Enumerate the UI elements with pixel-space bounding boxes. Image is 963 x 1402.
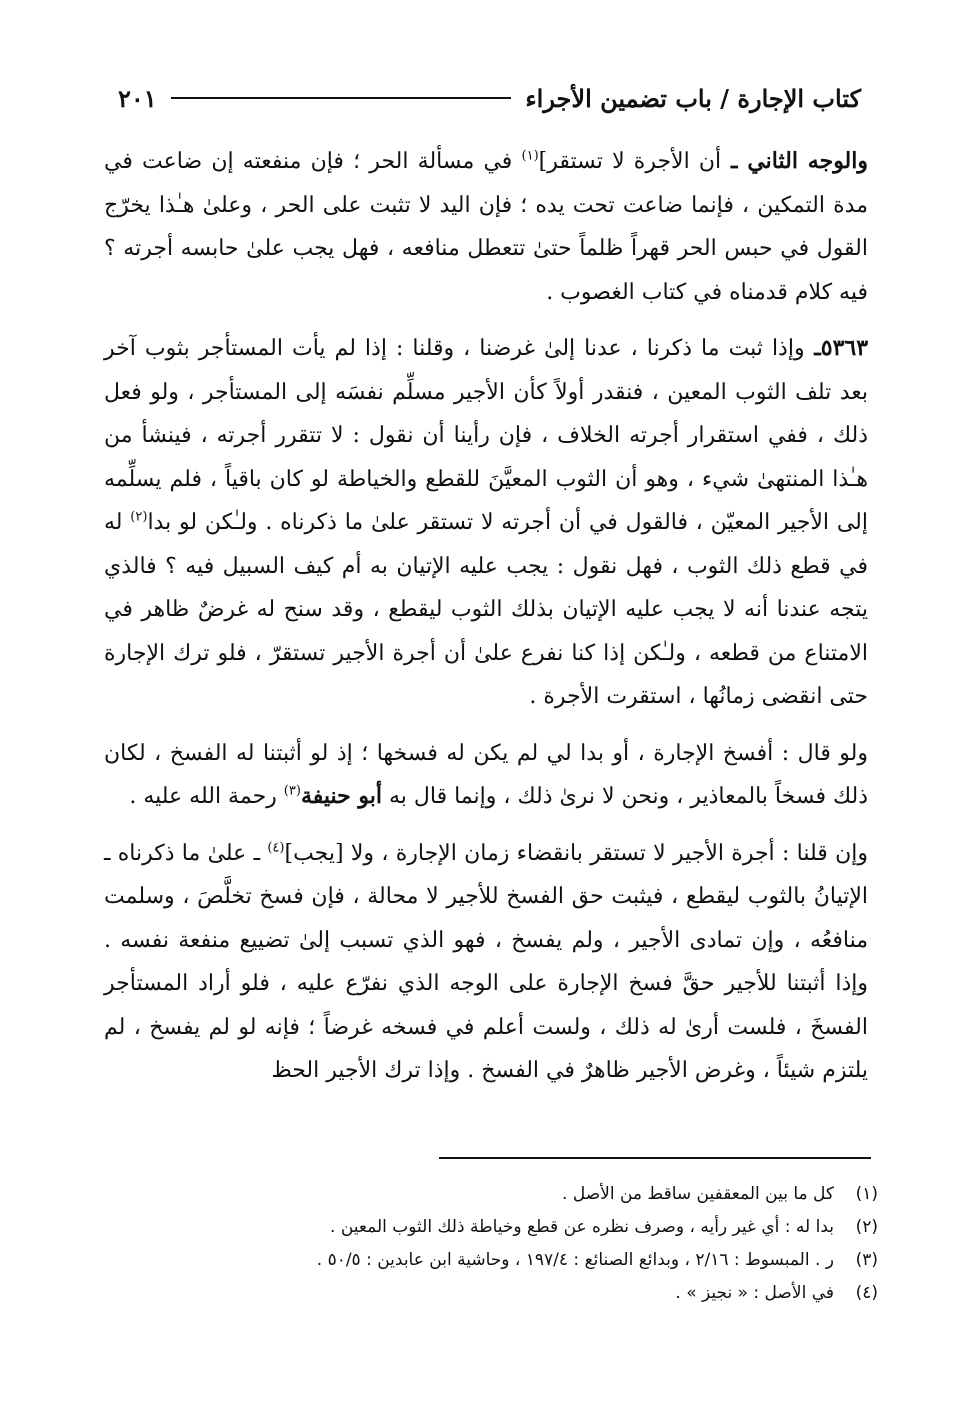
paragraph-text: أن الأجرة لا تستقر] [538,149,722,174]
footnote-item [150,1178,878,1211]
footnote-item [150,1277,878,1310]
footnote-ref[interactable]: (٣) [283,783,301,799]
page-number: ٢٠١ [118,83,157,113]
paragraph-text: ـ علىٰ ما ذكرناه ـ الإتيانُ بالثوب ليقطع ، فيثبت حق الفسخ للأجير لا محالة ، فإن فسخ تخلَّصَ ، وسلمت منافعُه ، وإن تمادى الأجير ، ولم يفسخ ، فهو الذي تسبب إلىٰ تضييع منفعة نفسه . وإذا أثبتنا للأجير حقَّ فسخ الإجارة على الوجه الذي نفرّع عليه ، فلو أراد المستأجر الفسخَ ، فلست أرىٰ له ذلك ، ولست أعلم في فسخه غرضاً ؛ فإنه لو لم يفسخ ، لم يلتزم شيئاً ، وغرض الأجير ظاهرٌ في الفسخ . وإذا ترك الأجير الحظ [104,840,868,1083]
footnote-number: (٢) [855,1217,878,1237]
footnote-ref[interactable]: (٤) [267,840,285,856]
running-header [118,78,861,118]
footnote-number: (٣) [855,1250,878,1270]
paragraph-text: وإذا ثبت ما ذكرنا ، عدنا إلىٰ غرضنا ، وقلنا : إذا لم يأت المستأجر بثوب آخر بعد تلف الثوب المعين ، فنقدر أولاً كأن الأجير مسلِّم نفسَه إلى المستأجر ، ولو فعل ذلك ، ففي استقرار أجرته الخلاف ، فإن رأينا أن نقول : لا تتقرر أجرته ، فينشأ من هـٰذا المنتهىٰ شيء ، وهو أن الثوب المعيَّنَ للقطع والخياطة لو كان باقياً ، فلم يسلِّمه إلى الأجير المعيّن ، فالقول في أن أجرته لا تستقر علىٰ ما ذكرناه . ولـٰكن لو بدا [104,336,868,535]
paragraph-lead: والوجه الثاني ـ [721,148,869,174]
footnote-number: (٤) [855,1283,878,1303]
footnote-item [150,1244,878,1277]
paragraph [104,732,868,819]
running-title: كتاب الإجارة / باب تضمين الأجراء [525,83,861,113]
main-text [104,140,868,1106]
scholar-name: أبو حنيفة [300,783,382,809]
paragraph [104,140,868,314]
paragraph-text: له في قطع ذلك الثوب ، فهل نقول : يجب عليه الإتيان به أم كيف السبيل فيه ؟ فالذي يتجه عندنا أنه لا يجب عليه الإتيان بذلك الثوب ليقطع ، وقد سنح له غرضٌ ظاهر في الامتناع من قطعه ، ولـٰكن إذا كنا نفرع علىٰ أن أجرة الأجير تستقرّ ، فلو ترك الإجارة حتى انقضى زمانُها ، استقرت الأجرة . [104,510,868,709]
paragraph-text: رحمة الله عليه . [129,784,284,809]
footnote-number: (١) [855,1184,878,1204]
paragraph-text: وإن قلنا : أجرة الأجير لا تستقر بانقضاء زمان الإجارة ، ولا [يجب] [284,840,868,866]
paragraph [104,327,868,719]
footnotes [150,1178,878,1310]
footnote-item [150,1211,878,1244]
footnote-text: كل ما بين المعقفين ساقط من الأصل . [562,1184,834,1204]
paragraph-number: ٥٣٦٣ـ [804,335,869,361]
footnote-text: في الأصل : « نجيز » . [675,1283,834,1303]
footnote-ref[interactable]: (١) [521,148,539,164]
footnote-rule [439,1157,871,1159]
footnote-text: ر . المبسوط : ٢/١٦ ، وبدائع الصنائع : ١٩٧/٤ ، وحاشية ابن عابدين : ٥٠/٥ . [316,1250,834,1270]
paragraph-text: ولو قال : أفسخ الإجارة ، أو بدا لي لم يكن له فسخها ؛ إذ لو أثبتنا له الفسخ ، لكان ذلك فسخاً بالمعاذير ، ونحن لا نرىٰ ذلك ، وإنما قال به [104,740,868,809]
header-rule [171,97,512,99]
paragraph-text: في مسألة الحر ؛ فإن منفعته إن ضاعت في مدة التمكين ، فإنما ضاعت تحت يده ؛ فإن اليد لا تثبت على الحر ، وعلىٰ هـٰذا يخرّج القول في حبس الحر قهراً ظلماً حتىٰ تتعطل منافعه ، فهل يجب علىٰ حابسه أجرته ؟ فيه كلام قدمناه في كتاب الغصوب . [104,149,868,305]
footnote-ref[interactable]: (٢) [130,509,148,525]
paragraph [104,832,868,1093]
footnote-text: بدا له : أي غير رأيه ، وصرف نظره عن قطع وخياطة ذلك الثوب المعين . [330,1217,834,1237]
